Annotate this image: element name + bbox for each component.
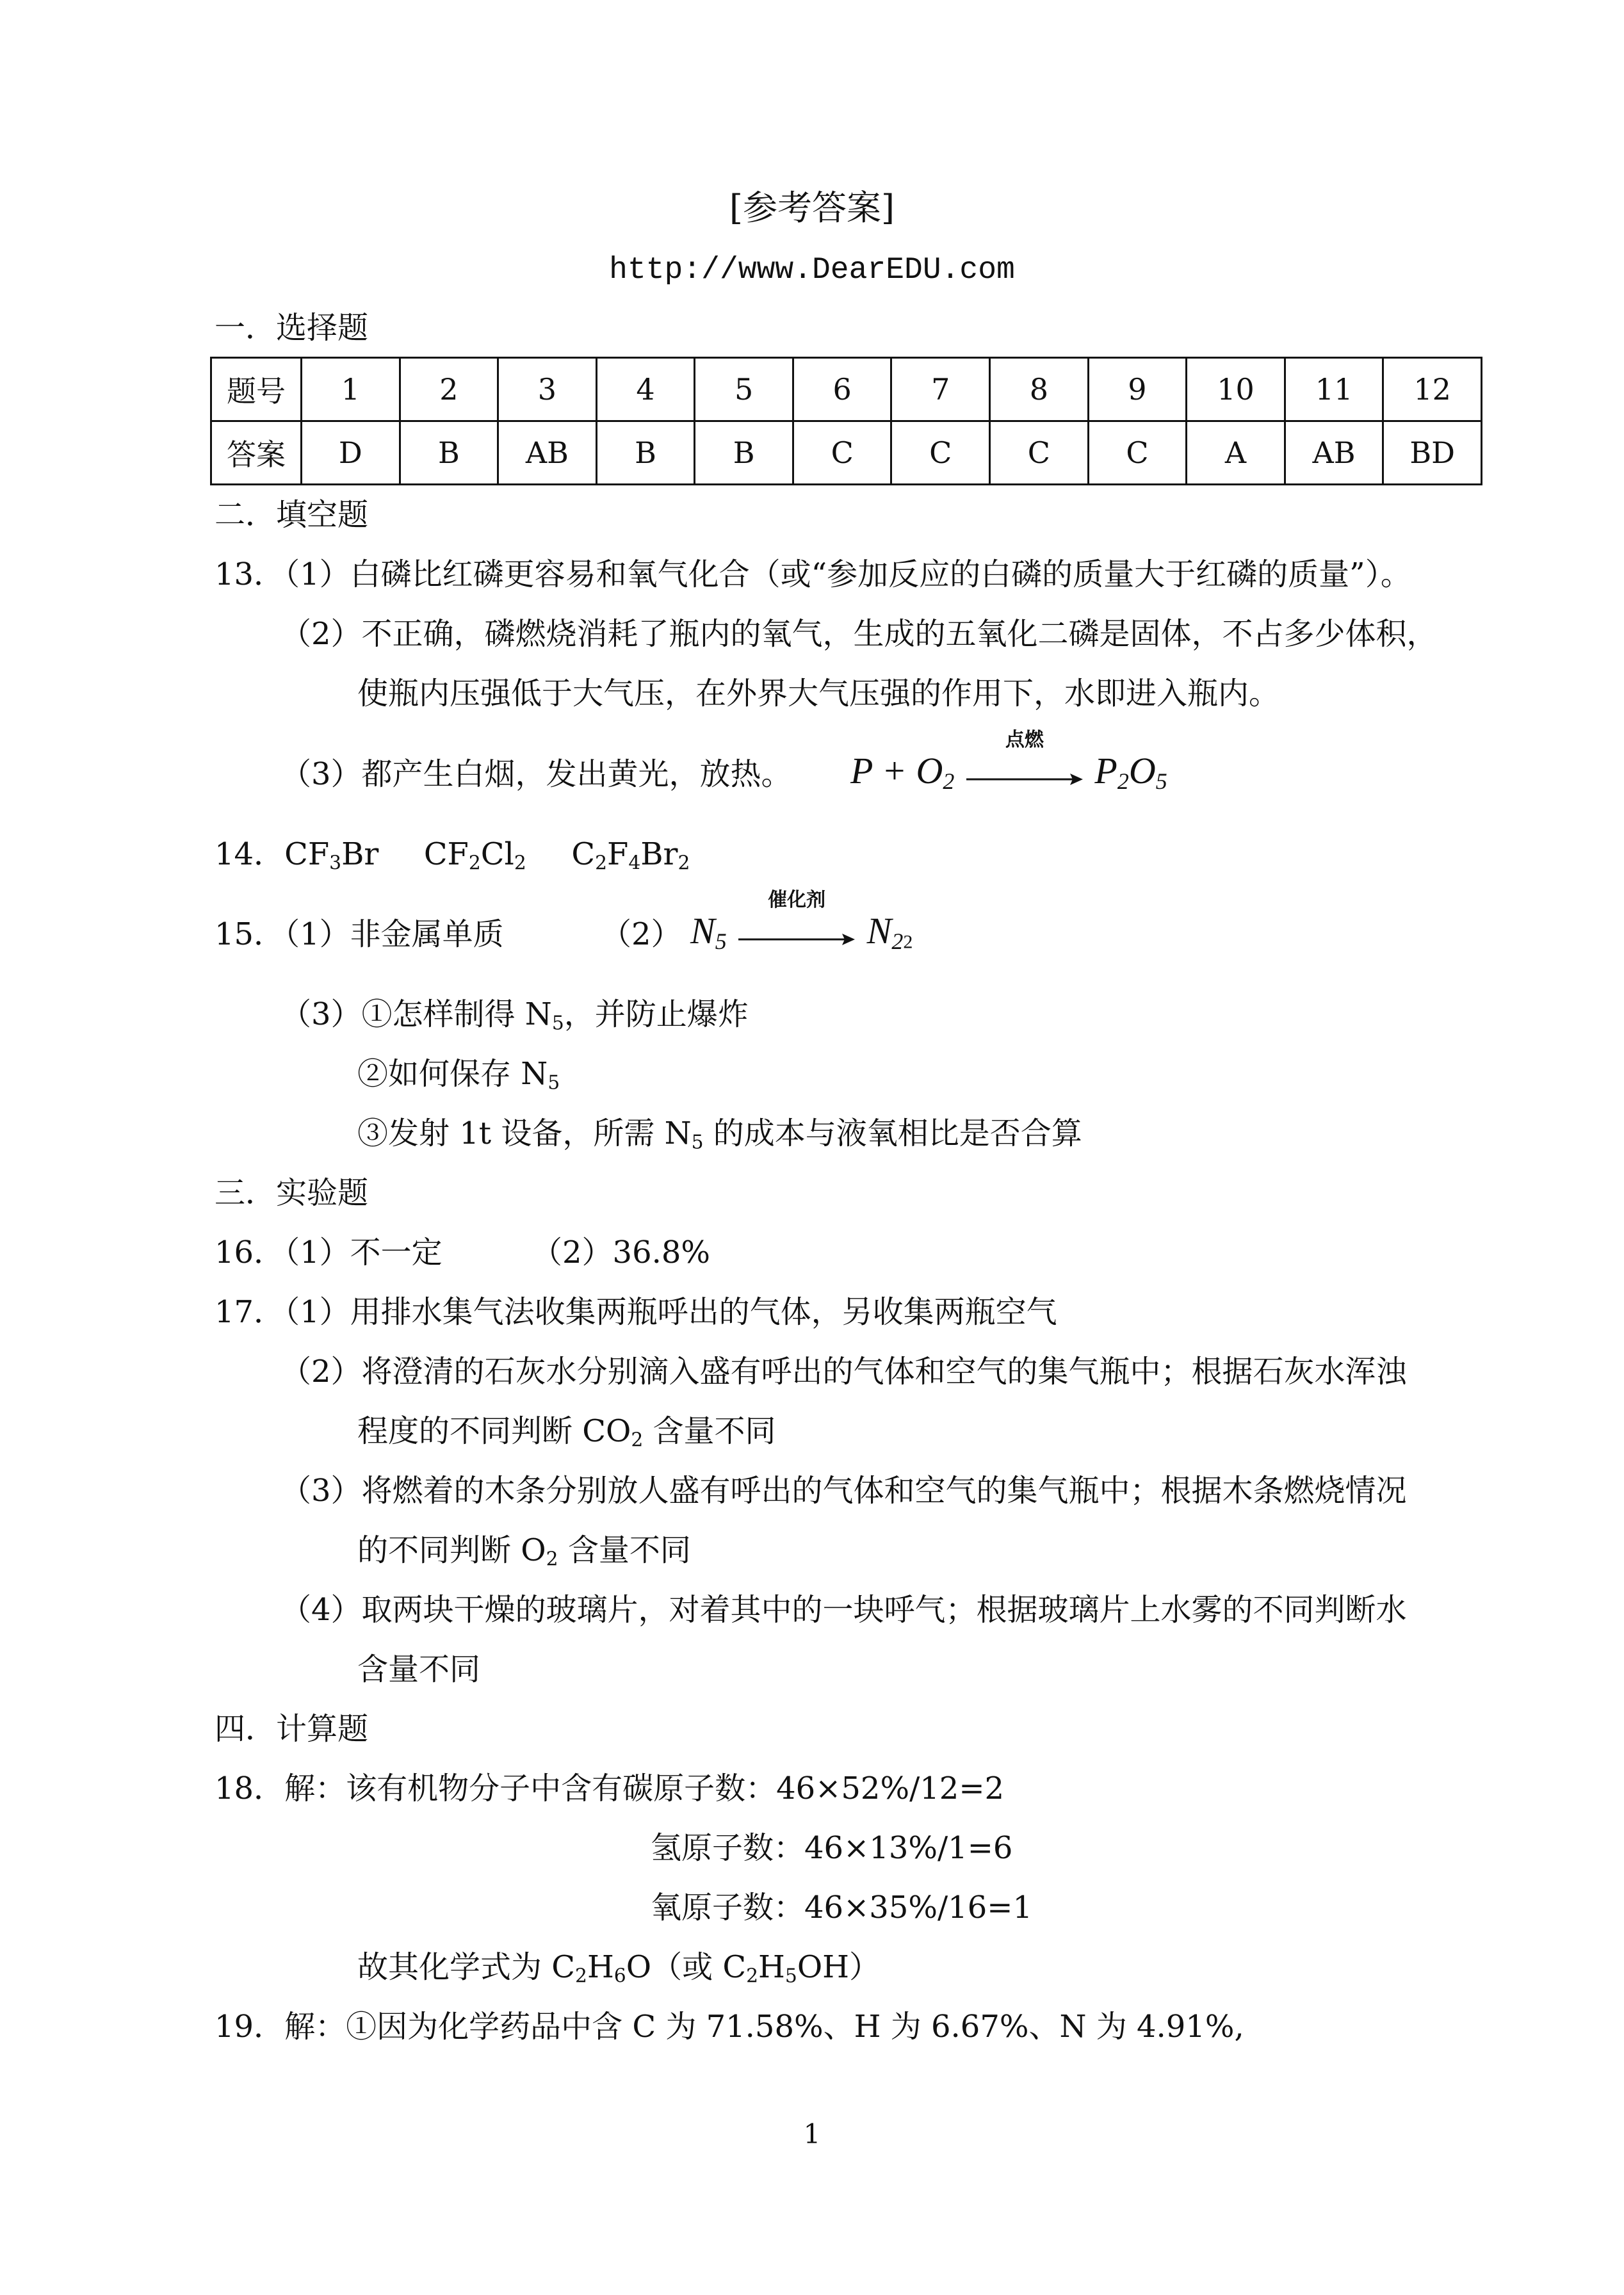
table-cell: 8 (990, 358, 1089, 421)
q15-line-2 (280, 996, 749, 1035)
reaction-arrow (964, 728, 1085, 793)
subscript: 5 (691, 1131, 704, 1154)
page-title: [参考答案] (729, 188, 895, 228)
formula-subscript: 2 (468, 852, 481, 875)
eq-subscript: 5 (715, 928, 727, 954)
eq-subscript: 2 (1117, 768, 1129, 794)
formula-1 (284, 836, 379, 875)
q17-line-5 (357, 1532, 691, 1571)
q15-line-1b: （2） (601, 916, 682, 952)
table-header-cell: 答案 (211, 421, 302, 485)
formula-subscript: 2 (514, 852, 526, 875)
table-row-answers (211, 421, 1482, 485)
subscript: 6 (613, 1965, 626, 1988)
text: ③发射 1t 设备，所需 N (357, 1115, 692, 1151)
eq-product: N (866, 910, 892, 952)
arrow-icon (964, 772, 1085, 787)
table-cell: AB (1285, 421, 1383, 485)
table-cell: 11 (1285, 358, 1383, 421)
question-number: 14． (215, 836, 285, 872)
formula-subscript: 4 (628, 852, 641, 875)
q13-line-2: （2）不正确，磷燃烧消耗了瓶内的氧气，生成的五氧化二磷是固体，不占多少体积， (280, 616, 1438, 652)
text: 含量不同 (558, 1532, 691, 1568)
table-cell: 7 (891, 358, 990, 421)
eq-product: P (1094, 750, 1117, 791)
q15-equation (690, 888, 913, 954)
formula-part: Br (341, 836, 379, 872)
reaction-condition: 点燃 (1005, 728, 1044, 751)
table-cell: BD (1383, 421, 1482, 485)
q17-line-2: （2）将澄清的石灰水分别滴入盛有呼出的气体和空气的集气瓶中；根据石灰水浑浊 (280, 1354, 1407, 1390)
formula-3 (571, 836, 690, 875)
text: OH） (797, 1949, 881, 1985)
table-header-cell: 题号 (211, 358, 302, 421)
q17-line-7: 含量不同 (357, 1651, 481, 1687)
formula-2 (423, 836, 526, 875)
q14-line (215, 836, 690, 875)
table-cell: C (891, 421, 990, 485)
section-heading-choice: 一．选择题 (215, 310, 369, 346)
text: O（或 C (626, 1949, 747, 1985)
q16-line-a: 16．（1）不一定 (215, 1235, 443, 1270)
table-cell: 12 (1383, 358, 1482, 421)
eq-reactants: P + O (850, 750, 943, 791)
table-cell: 4 (596, 358, 695, 421)
text: H (758, 1949, 785, 1985)
text: （3）①怎样制得 N (280, 996, 552, 1032)
q17-line-6: （4）取两块干燥的玻璃片，对着其中的一块呼气；根据玻璃片上水雾的不同判断水 (280, 1592, 1407, 1628)
formula-subscript: 2 (678, 852, 690, 875)
q15-line-1a: 15．（1）非金属单质 (215, 916, 504, 952)
reaction-condition: 催化剂 (768, 888, 826, 911)
q15-line-3 (357, 1056, 560, 1094)
formula-part: CF (284, 836, 330, 872)
subscript: 2 (631, 1429, 644, 1452)
page-number: 1 (803, 2118, 821, 2150)
text: 的不同判断 O (357, 1532, 546, 1568)
text: ，并防止爆炸 (564, 996, 749, 1032)
eq-reactant: N (690, 910, 715, 952)
q17-line-4: （3）将燃着的木条分别放人盛有呼出的气体和空气的集气瓶中；根据木条燃烧情况 (280, 1473, 1407, 1509)
text: 程度的不同判断 CO (357, 1413, 631, 1449)
table-cell: C (1088, 421, 1187, 485)
q13-line-3: 使瓶内压强低于大气压，在外界大气压强的作用下，水即进入瓶内。 (357, 676, 1280, 711)
section-heading-experiment: 三．实验题 (215, 1175, 369, 1211)
eq-product: O (1128, 750, 1156, 791)
formula-part: F (607, 836, 629, 872)
subscript: 5 (548, 1071, 560, 1094)
formula-part: Cl (480, 836, 514, 872)
formula-part: Br (640, 836, 678, 872)
subscript: 5 (784, 1965, 797, 1988)
text: H (587, 1949, 614, 1985)
section-heading-fill: 二．填空题 (215, 497, 369, 533)
q13-line-4: （3）都产生白烟，发出黄光，放热。 (280, 756, 792, 792)
reaction-arrow (736, 888, 857, 953)
text: 故其化学式为 C (357, 1949, 575, 1985)
table-row-numbers (211, 358, 1482, 421)
q18-line-2: 氢原子数：46×13%/1=6 (651, 1830, 1013, 1866)
table-cell: B (596, 421, 695, 485)
q13-equation (850, 728, 1167, 794)
text: 含量不同 (643, 1413, 776, 1449)
source-url: http://www.DearEDU.com (609, 253, 1015, 288)
table-cell: 9 (1088, 358, 1187, 421)
subscript: 2 (575, 1965, 587, 1988)
q19-line-1: 19．解：①因为化学药品中含 C 为 71.58%、H 为 6.67%、N 为 4.91%, (215, 2009, 1244, 2045)
q15-line-4 (357, 1115, 1082, 1154)
table-cell: 10 (1187, 358, 1285, 421)
formula-subscript: 2 (595, 852, 607, 875)
eq-stray-digit: 2 (903, 931, 913, 953)
answer-table (210, 357, 1482, 485)
q17-line-1: 17．（1）用排水集气法收集两瓶呼出的气体，另收集两瓶空气 (215, 1294, 1057, 1330)
eq-subscript: 5 (1155, 768, 1167, 794)
q13-line-1: 13．（1）白磷比红磷更容易和氧气化合（或“参加反应的白磷的质量大于红磷的质量”）。 (215, 556, 1411, 592)
subscript: 2 (746, 1965, 759, 1988)
table-cell: C (990, 421, 1089, 485)
formula-part: C (571, 836, 596, 872)
table-cell: 1 (302, 358, 400, 421)
subscript: 5 (551, 1012, 564, 1035)
q18-line-3: 氧原子数：46×35%/16=1 (651, 1890, 1032, 1926)
arrow-icon (736, 932, 857, 947)
q18-line-1: 18．解：该有机物分子中含有碳原子数：46×52%/12=2 (215, 1771, 1005, 1806)
q17-line-3 (357, 1413, 776, 1452)
text: ②如何保存 N (357, 1056, 548, 1092)
table-cell: B (400, 421, 498, 485)
eq-subscript: 2 (891, 928, 904, 954)
section-heading-calculation: 四．计算题 (215, 1711, 369, 1747)
subscript: 2 (546, 1548, 558, 1571)
table-cell: C (793, 421, 891, 485)
eq-subscript: 2 (943, 768, 955, 794)
table-cell: AB (498, 421, 597, 485)
formula-part: CF (423, 836, 469, 872)
table-cell: 3 (498, 358, 597, 421)
table-cell: 5 (695, 358, 793, 421)
table-cell: A (1187, 421, 1285, 485)
q16-line-b: （2）36.8% (532, 1235, 711, 1270)
text: 的成本与液氧相比是否合算 (703, 1115, 1082, 1151)
table-cell: 6 (793, 358, 891, 421)
q18-line-4 (357, 1949, 881, 1988)
table-cell: D (302, 421, 400, 485)
table-cell: 2 (400, 358, 498, 421)
table-cell: B (695, 421, 793, 485)
formula-subscript: 3 (329, 852, 342, 875)
